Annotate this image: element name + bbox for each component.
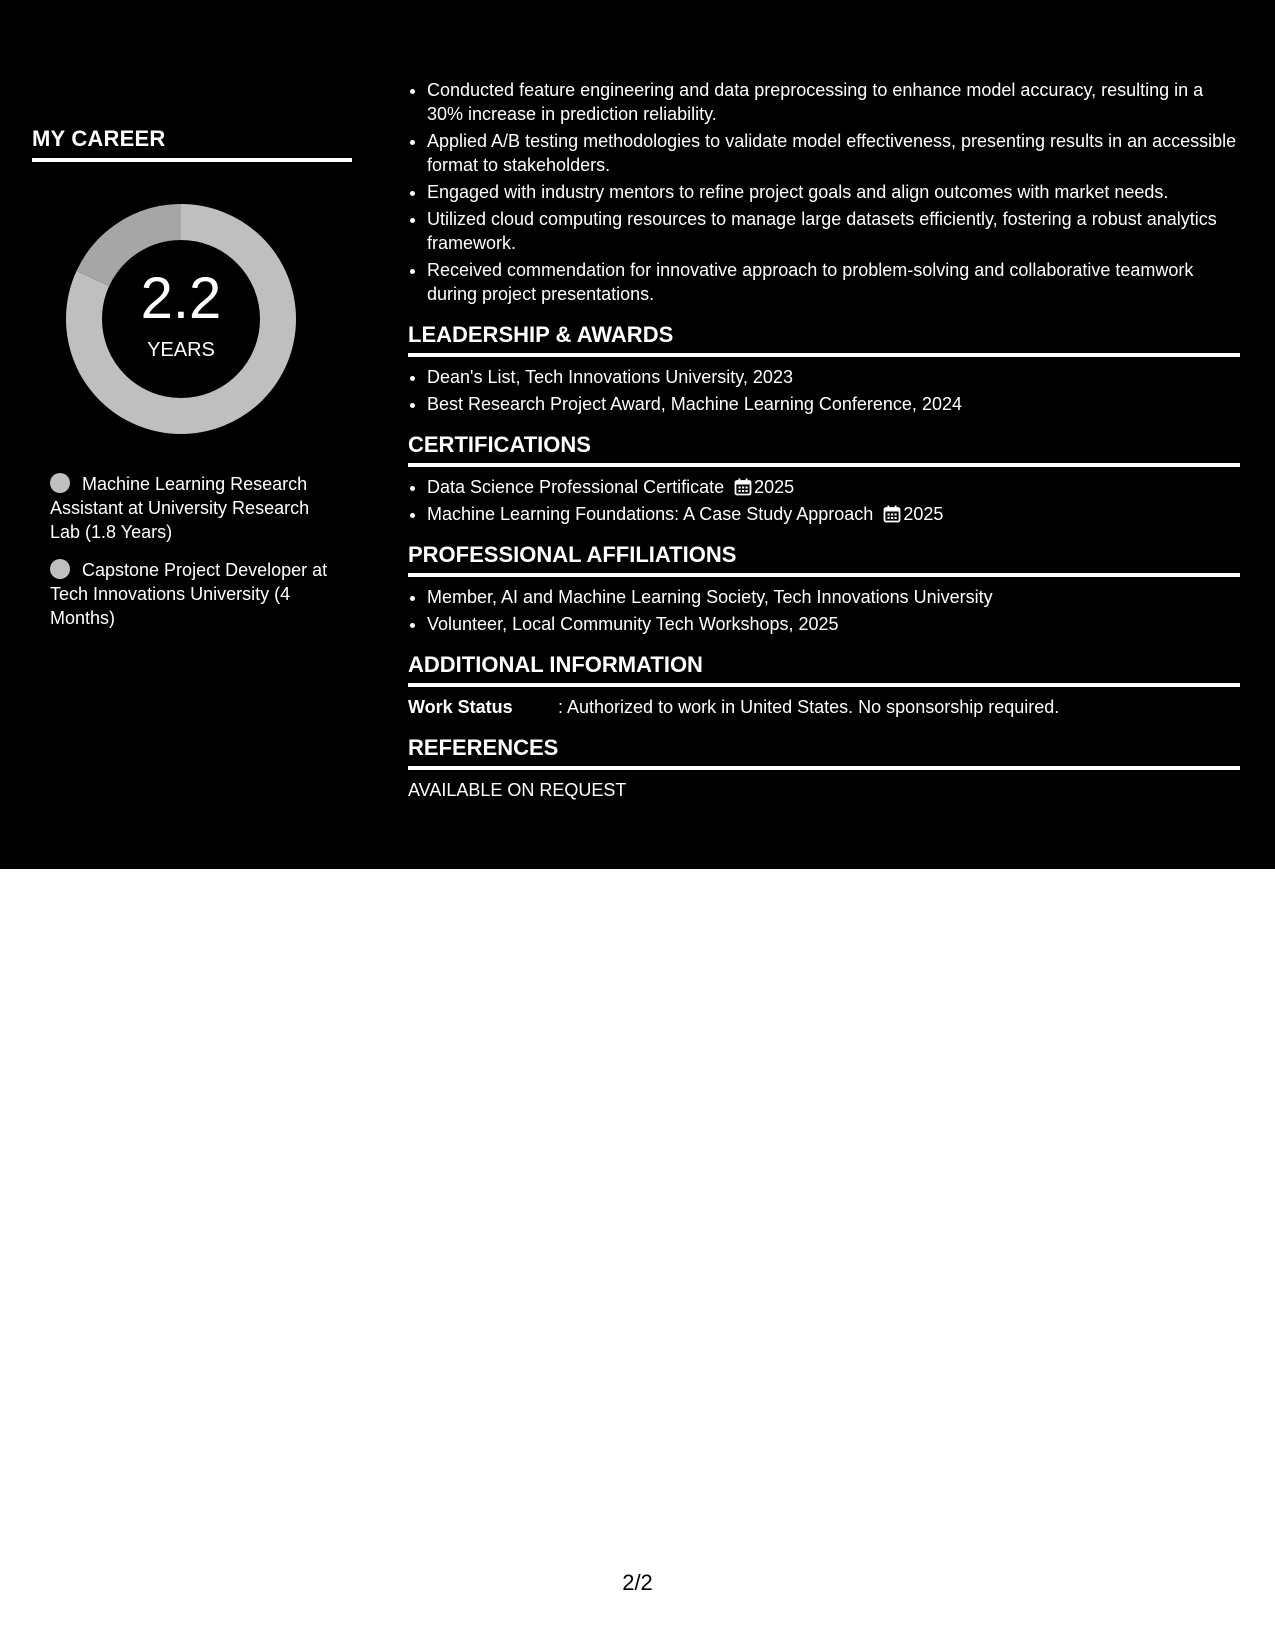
certifications-section [408,432,1240,526]
section-divider [32,158,352,162]
section-title: PROFESSIONAL AFFILIATIONS [408,542,737,567]
list-item: • Best Research Project Award, Machine Learning Conference, 2024 [427,392,1240,416]
career-item [50,472,335,544]
list-item: • Engaged with industry mentors to refine project goals and align outcomes with market needs. [427,180,1240,204]
experience-bullets [408,78,1240,306]
certifications-list [408,475,1240,526]
work-status-row [408,695,1240,719]
section-title: ADDITIONAL INFORMATION [408,652,703,677]
list-item: • Volunteer, Local Community Tech Workshops, 2025 [427,612,1240,636]
references-text: AVAILABLE ON REQUEST [408,780,627,800]
my-career-heading: MY CAREER [32,126,166,151]
section-divider [408,766,1240,770]
certificate-name: Machine Learning Foundations: A Case Study Approach [427,504,874,524]
section-divider [408,573,1240,577]
certificate-year: 2025 [903,504,944,524]
career-years-donut [66,204,296,434]
leadership-section [408,322,1240,416]
career-item-text: Capstone Project Developer at Tech Innovations University (4 Months) [50,560,328,628]
list-item: • Member, AI and Machine Learning Society, Tech Innovations University [427,585,1240,609]
list-item: • Applied A/B testing methodologies to validate model effectiveness, presenting results in an accessible format to stakeholders. [427,129,1240,177]
left-column [32,126,352,644]
section-title: REFERENCES [408,735,559,760]
section-divider [408,463,1240,467]
list-item [427,502,1240,526]
section-divider [408,683,1240,687]
bullet-dot-icon [50,473,70,493]
right-column [408,78,1240,802]
career-item-text: Machine Learning Research Assistant at University Research Lab (1.8 Years) [50,474,310,542]
work-status-value: : Authorized to work in United States. No sponsorship required. [558,697,1060,717]
list-item: • Utilized cloud computing resources to manage large datasets efficiently, fostering a robust analytics framework. [427,207,1240,255]
list-item: • Dean's List, Tech Innovations University, 2023 [427,365,1240,389]
donut-value: 2.2 [140,266,222,331]
page-number: 2/2 [622,1570,653,1595]
additional-info-section [408,652,1240,719]
affiliations-list [408,585,1240,636]
calendar-icon [883,505,901,523]
list-item: • Conducted feature engineering and data preprocessing to enhance model accuracy, resulting in a 30% increase in prediction reliability. [427,78,1240,126]
section-title: LEADERSHIP & AWARDS [408,322,674,347]
certificate-year: 2025 [754,477,795,497]
donut-unit: YEARS [147,339,215,361]
career-item [50,558,335,630]
affiliations-section [408,542,1240,636]
references-section [408,735,1240,802]
leadership-list [408,365,1240,416]
section-divider [408,353,1240,357]
list-item: • Received commendation for innovative approach to problem-solving and collaborative teamwork during project presentations. [427,258,1240,306]
certificate-name: Data Science Professional Certificate [427,477,725,497]
list-item [427,475,1240,499]
calendar-icon [734,478,752,496]
work-status-label: Work Status [408,697,513,717]
bullet-dot-icon [50,559,70,579]
career-list [50,472,335,630]
section-title: CERTIFICATIONS [408,432,591,457]
